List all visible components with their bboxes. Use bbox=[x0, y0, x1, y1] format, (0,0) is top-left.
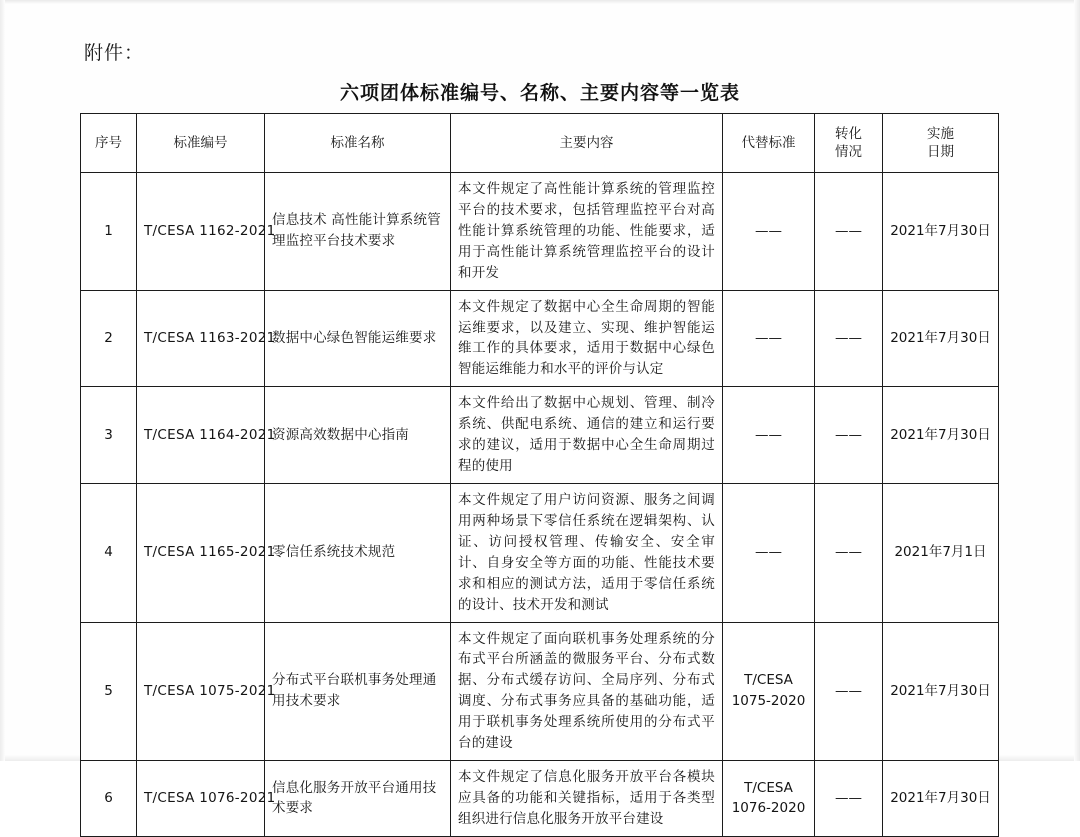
cell-name: 零信任系统技术规范 bbox=[265, 483, 451, 622]
cell-code: T/CESA 1162-2021 bbox=[137, 173, 265, 291]
column-header-no: 序号 bbox=[81, 114, 137, 173]
cell-date: 2021年7月30日 bbox=[883, 761, 999, 837]
cell-no: 5 bbox=[81, 622, 137, 761]
table-header bbox=[81, 114, 999, 173]
table-row bbox=[81, 173, 999, 291]
cell-no: 1 bbox=[81, 173, 137, 291]
standards-table bbox=[80, 113, 999, 837]
cell-replaced: —— bbox=[723, 290, 815, 387]
cell-date: 2021年7月1日 bbox=[883, 483, 999, 622]
table-row bbox=[81, 483, 999, 622]
cell-name: 数据中心绿色智能运维要求 bbox=[265, 290, 451, 387]
cell-conversion: —— bbox=[815, 387, 883, 484]
cell-conversion: —— bbox=[815, 290, 883, 387]
cell-name: 资源高效数据中心指南 bbox=[265, 387, 451, 484]
cell-content: 本文件规定了用户访问资源、服务之间调用两种场景下零信任系统在逻辑架构、认证、访问授权管理、传输安全、安全审计、自身安全等方面的功能、性能技术要求和相应的测试方法，适用于零信任系统的设计、技术开发和测试 bbox=[451, 483, 723, 622]
table-row bbox=[81, 761, 999, 837]
cell-conversion: —— bbox=[815, 483, 883, 622]
column-header-content: 主要内容 bbox=[451, 114, 723, 173]
cell-code: T/CESA 1164-2021 bbox=[137, 387, 265, 484]
column-header-name: 标准名称 bbox=[265, 114, 451, 173]
cell-date: 2021年7月30日 bbox=[883, 290, 999, 387]
cell-code: T/CESA 1165-2021 bbox=[137, 483, 265, 622]
cell-replaced: —— bbox=[723, 483, 815, 622]
cell-name: 分布式平台联机事务处理通用技术要求 bbox=[265, 622, 451, 761]
cell-content: 本文件规定了面向联机事务处理系统的分布式平台所涵盖的微服务平台、分布式数据、分布式缓存访问、全局序列、分布式调度、分布式事务应具备的基础功能，适用于联机事务处理系统所使用的分布式平台的建设 bbox=[451, 622, 723, 761]
cell-replaced: T/CESA 1076-2020 bbox=[723, 761, 815, 837]
cell-content: 本文件规定了高性能计算系统的管理监控平台的技术要求，包括管理监控平台对高性能计算系统管理的功能、性能要求，适用于高性能计算系统管理监控平台的设计和开发 bbox=[451, 173, 723, 291]
page-title: 六项团体标准编号、名称、主要内容等一览表 bbox=[339, 82, 740, 104]
page-edge-top bbox=[0, 0, 1080, 4]
cell-content: 本文件给出了数据中心规划、管理、制冷系统、供配电系统、通信的建立和运行要求的建议，适用于数据中心全生命周期过程的使用 bbox=[451, 387, 723, 484]
page-edge-right bbox=[1074, 0, 1080, 761]
cell-replaced: —— bbox=[723, 387, 815, 484]
cell-conversion: —— bbox=[815, 761, 883, 837]
table-row bbox=[81, 290, 999, 387]
cell-conversion: —— bbox=[815, 622, 883, 761]
cell-no: 4 bbox=[81, 483, 137, 622]
cell-conversion: —— bbox=[815, 173, 883, 291]
column-header-date bbox=[883, 114, 999, 173]
column-header-code: 标准编号 bbox=[137, 114, 265, 173]
cell-code: T/CESA 1076-2021 bbox=[137, 761, 265, 837]
column-header-date-line2: 日期 bbox=[927, 144, 954, 160]
cell-name: 信息化服务开放平台通用技术要求 bbox=[265, 761, 451, 837]
cell-no: 2 bbox=[81, 290, 137, 387]
column-header-replaced: 代替标准 bbox=[723, 114, 815, 173]
column-header-conversion-line2: 情况 bbox=[835, 144, 862, 160]
column-header-conversion bbox=[815, 114, 883, 173]
cell-content: 本文件规定了信息化服务开放平台各模块应具备的功能和关键指标，适用于各类型组织进行信息化服务开放平台建设 bbox=[451, 761, 723, 837]
table-header-row bbox=[81, 114, 999, 173]
cell-date: 2021年7月30日 bbox=[883, 622, 999, 761]
attachment-label: 附件： bbox=[84, 42, 145, 64]
cell-date: 2021年7月30日 bbox=[883, 173, 999, 291]
cell-replaced: —— bbox=[723, 173, 815, 291]
cell-name: 信息技术 高性能计算系统管理监控平台技术要求 bbox=[265, 173, 451, 291]
cell-replaced: T/CESA 1075-2020 bbox=[723, 622, 815, 761]
column-header-date-line1: 实施 bbox=[927, 125, 954, 142]
column-header-conversion-line1: 转化 bbox=[835, 125, 862, 142]
cell-code: T/CESA 1075-2021 bbox=[137, 622, 265, 761]
cell-no: 3 bbox=[81, 387, 137, 484]
cell-date: 2021年7月30日 bbox=[883, 387, 999, 484]
page-edge-left bbox=[0, 0, 5, 761]
table-body bbox=[81, 173, 999, 837]
table-row bbox=[81, 387, 999, 484]
table-row bbox=[81, 622, 999, 761]
cell-code: T/CESA 1163-2021 bbox=[137, 290, 265, 387]
cell-content: 本文件规定了数据中心全生命周期的智能运维要求，以及建立、实现、维护智能运维工作的具体要求，适用于数据中心绿色智能运维能力和水平的评价与认定 bbox=[451, 290, 723, 387]
cell-no: 6 bbox=[81, 761, 137, 837]
